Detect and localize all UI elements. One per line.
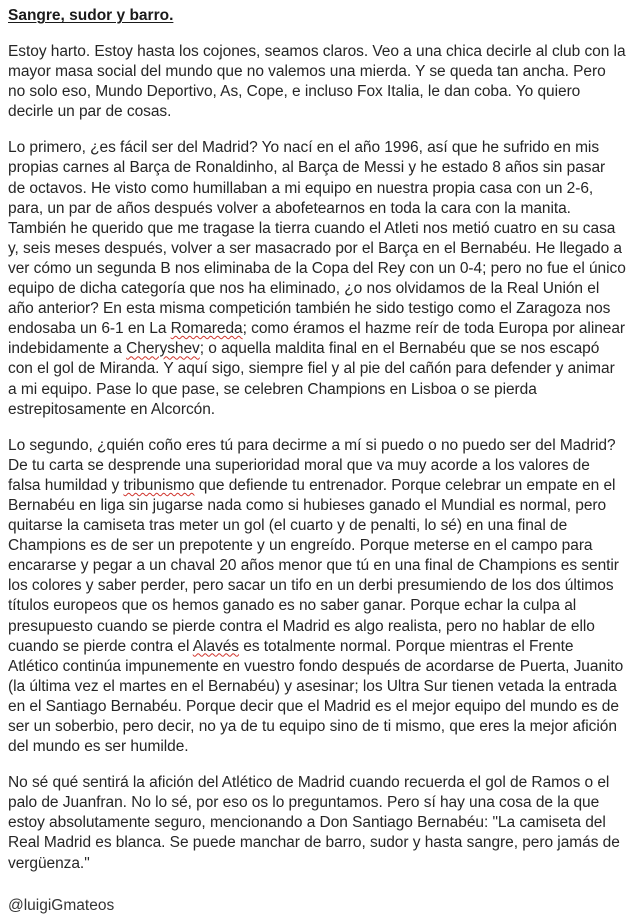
text-line bbox=[8, 199, 632, 219]
text-line bbox=[8, 299, 632, 319]
text-line bbox=[8, 833, 632, 853]
text-line bbox=[8, 259, 632, 279]
text-line bbox=[8, 359, 632, 379]
text-line bbox=[8, 737, 632, 757]
text-line bbox=[8, 657, 632, 677]
text-line bbox=[8, 617, 632, 637]
text-segment: cuando se pierde contra el bbox=[8, 637, 193, 655]
text-line bbox=[8, 158, 632, 178]
text-segment: falsa humildad y bbox=[8, 476, 124, 494]
text-line bbox=[8, 556, 632, 576]
text-segment: propias carnes al Barça de Ronaldinho, al Barça de Messi y he estado 8 años sin pasar bbox=[8, 159, 606, 177]
text-line bbox=[8, 596, 632, 616]
text-line bbox=[8, 380, 632, 400]
text-line bbox=[8, 138, 632, 158]
text-segment: presupuesto cuando se pierde contra el Madrid es algo realista, pero no hablar de ello bbox=[8, 617, 595, 635]
text-segment: los colores y saber perder, pero sacar un tifo en un derbi presumiendo de los dos últimos bbox=[8, 577, 614, 595]
text-line bbox=[8, 576, 632, 596]
text-segment: Real Madrid es blanca. Se puede manchar de barro, sudor y hasta sangre, pero jamás de bbox=[8, 834, 620, 852]
text-segment: año anterior? En esta misma competición también he sido testigo como el Zaragoza nos bbox=[8, 300, 611, 318]
text-line bbox=[8, 62, 632, 82]
text-segment: También he querido que me tragase la tierra cuando el Atleti nos metió cuatro en su casa bbox=[8, 219, 616, 237]
text-segment: y, seis meses después, volver a ser masacrado por el Barça en el Bernabéu. He llegado a bbox=[8, 239, 622, 257]
text-line bbox=[8, 476, 632, 496]
text-segment: ver cómo un segunda B nos eliminaba de la Copa del Rey con un 0-4; pero no fue el único bbox=[8, 259, 626, 277]
text-line bbox=[8, 436, 632, 456]
text-segment: De tu carta se desprende una superioridad moral que va muy acorde a los valores de bbox=[8, 456, 590, 474]
text-line bbox=[8, 813, 632, 833]
document-title: Sangre, sudor y barro. bbox=[8, 7, 174, 24]
text-segment: decirle un par de cosas. bbox=[8, 103, 172, 121]
text-line bbox=[8, 456, 632, 476]
text-line bbox=[8, 516, 632, 536]
text-segment: palo de Juanfran. No lo sé, por eso os lo preguntamos. Pero sí hay una cosa de la que bbox=[8, 794, 600, 812]
paragraph-4 bbox=[8, 773, 632, 873]
text-segment: que defiende tu entrenador. Porque celebrar un empate en el bbox=[194, 476, 616, 494]
text-segment: es totalmente normal. Porque mientras el Frente bbox=[239, 637, 574, 655]
text-segment: Lo primero, ¿es fácil ser del Madrid? Yo nací en el año 1996, así que he sufrido en mis bbox=[8, 139, 600, 157]
text-segment: Champions es de ser un prepotente y un engreído. Porque meterse en el campo para bbox=[8, 537, 593, 555]
text-segment: endosaba un 6-1 en La bbox=[8, 320, 171, 338]
text-line bbox=[8, 536, 632, 556]
text-segment: no solo eso, Mundo Deportivo, As, Cope, e incluso Fox Italia, le dan coba. Yo quiero bbox=[8, 83, 581, 101]
text-segment: para, un par de años después volver a abofetearnos en toda la cara con la manita. bbox=[8, 199, 571, 217]
text-segment: quitarse la camiseta tras meter un gol (el cuarto y de penalti, lo sé) en una final de bbox=[8, 517, 568, 535]
text-segment: mayor masa social del mundo que no valemos una mierda. Y se queda tan ancha. Pero bbox=[8, 63, 606, 81]
text-line bbox=[8, 339, 632, 359]
text-line bbox=[8, 400, 632, 420]
text-segment: Atlético continúa impunemente en vuestro fondo después de acordarse de Puerta, Juanito bbox=[8, 657, 624, 675]
misspelled-word[interactable]: Alavés bbox=[192, 637, 240, 655]
text-line bbox=[8, 179, 632, 199]
text-segment: encararse y pegar a un chaval 20 años menor que tú en una final de Champions es sentir bbox=[8, 557, 619, 575]
text-segment: ; como éramos el hazme reír de toda Europa por alinear bbox=[242, 320, 626, 338]
document-body bbox=[8, 42, 632, 874]
text-line bbox=[8, 82, 632, 102]
text-segment: Lo segundo, ¿quién coño eres tú para decirme a mí si puedo o no puedo ser del Madrid? bbox=[8, 436, 616, 454]
text-line bbox=[8, 239, 632, 259]
text-line bbox=[8, 773, 632, 793]
text-line bbox=[8, 279, 632, 299]
misspelled-word[interactable]: Cheryshev bbox=[126, 340, 200, 358]
text-segment: Bernabéu en liga sin jugarse nada como si hubieses ganado el Mundial es normal, pero bbox=[8, 496, 607, 514]
text-line bbox=[8, 319, 632, 339]
text-line bbox=[8, 102, 632, 122]
text-segment: ; o aquella maldita final en el Bernabéu que se nos escapó bbox=[199, 340, 600, 358]
text-segment: con el gol de Miranda. Y aquí sigo, siempre fiel y al pie del cañón para defender y animar bbox=[8, 360, 615, 378]
text-segment: estoy absolutamente seguro, mencionando a Don Santiago Bernabéu: "La camiseta del bbox=[8, 814, 606, 832]
text-line bbox=[8, 717, 632, 737]
text-segment: en el Santiago Bernabéu. Porque decir que el Madrid es el mejor equipo del mundo es de bbox=[8, 697, 619, 715]
text-segment: indebidamente a bbox=[8, 340, 127, 358]
text-line bbox=[8, 637, 632, 657]
text-segment: títulos europeos que os hemos ganado es no saber ganar. Porque echar la culpa al bbox=[8, 597, 577, 615]
text-line bbox=[8, 854, 632, 874]
text-segment: Estoy harto. Estoy hasta los cojones, seamos claros. Veo a una chica decirle al club con la bbox=[8, 43, 626, 60]
text-segment: No sé qué sentirá la afición del Atlético de Madrid cuando recuerda el gol de Ramos o el bbox=[8, 774, 610, 792]
paragraph-2 bbox=[8, 138, 632, 419]
text-line bbox=[8, 42, 632, 62]
text-segment: de octavos. He visto como humillaban a mi equipo en nuestra propia casa con un 2-6, bbox=[8, 179, 594, 197]
text-segment: (la última vez el martes en el Bernabéu) y asesinar; los Ultra Sur tienen vetada la entrada bbox=[8, 677, 617, 695]
text-segment: estrepitosamente en Alcorcón. bbox=[8, 400, 216, 418]
text-segment: vergüenza." bbox=[8, 854, 90, 872]
author-signature: @luigiGmateos bbox=[8, 896, 115, 914]
text-segment: a mi equipo. Pase lo que pase, se celebren Champions en Lisboa o se pierda bbox=[8, 380, 537, 398]
text-segment: del mundo es ser humilde. bbox=[8, 738, 189, 756]
paragraph-1 bbox=[8, 42, 632, 122]
misspelled-word[interactable]: tribunismo bbox=[123, 476, 195, 494]
text-segment: ser un soberbio, pero decir, no ya de tu equipo sino de ti mismo, que eres la mejor afición bbox=[8, 718, 617, 735]
misspelled-word[interactable]: Romareda bbox=[170, 320, 243, 338]
text-line bbox=[8, 219, 632, 239]
text-line bbox=[8, 793, 632, 813]
text-segment: equipo de dicha categoría que nos ha eliminado, ¿o nos olvidamos de la Real Unión el bbox=[8, 280, 600, 298]
text-line bbox=[8, 677, 632, 697]
text-line bbox=[8, 697, 632, 717]
paragraph-3 bbox=[8, 436, 632, 758]
text-line bbox=[8, 496, 632, 516]
